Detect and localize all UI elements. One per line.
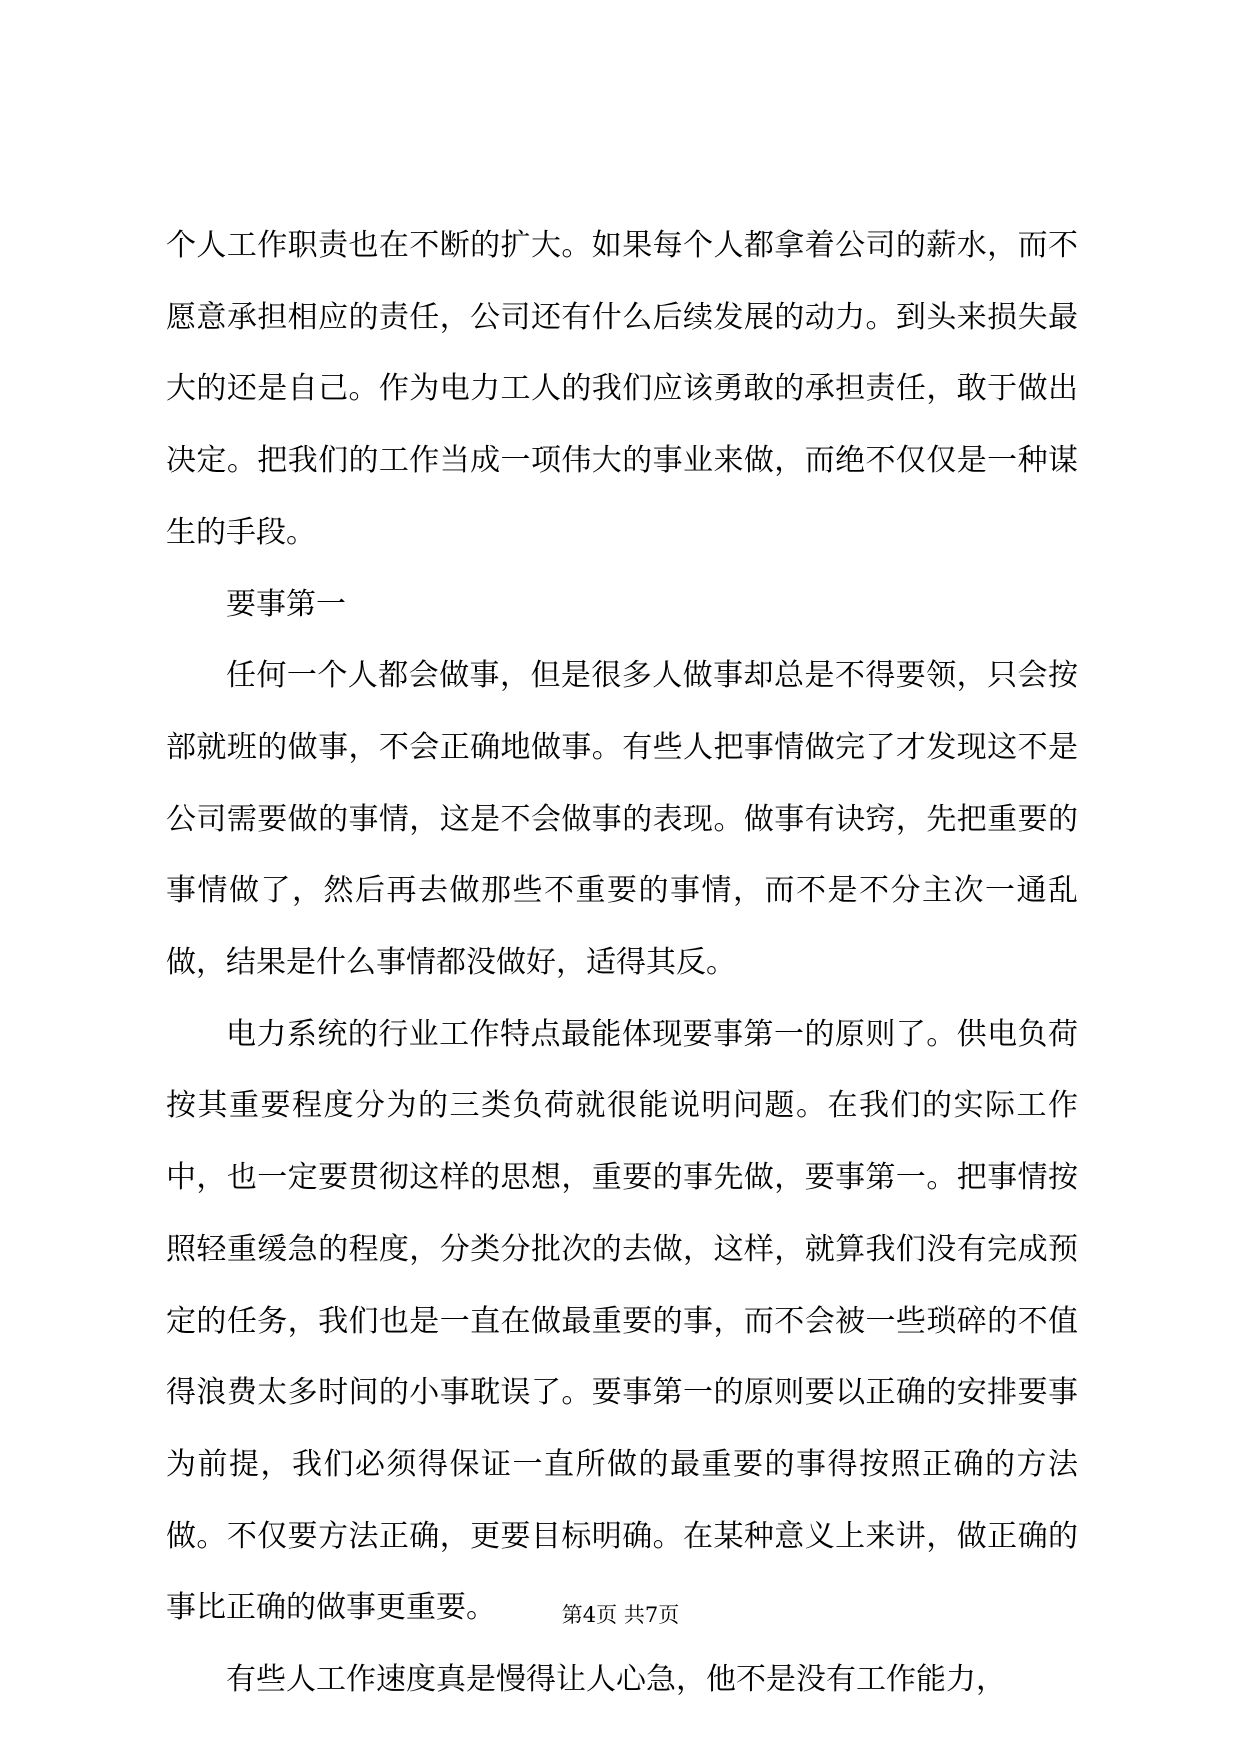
page-number: 4	[582, 1603, 597, 1627]
page-prefix: 第	[561, 1603, 583, 1627]
section-heading: 要事第一	[226, 586, 346, 622]
page-footer	[0, 1599, 1241, 1629]
paragraph: 有些人工作速度真是慢得让人心急，他不是没有工作能力，	[226, 1662, 1006, 1698]
document-body	[166, 210, 1078, 1716]
paragraph: 任何一个人都会做事，但是很多人做事却总是不得要领，只会按部就班的做事，不会正确地做事。有些人把事情做完了才发现这不是公司需要做的事情，这是不会做事的表现。做事有诀窍，先把重要的事情做了，然后再去做那些不重要的事情，而不是不分主次一通乱做，结果是什么事情都没做好，适得其反。	[166, 658, 1078, 981]
paragraph-continuation: 个人工作职责也在不断的扩大。如果每个人都拿着公司的薪水，而不愿意承担相应的责任，公司还有什么后续发展的动力。到头来损失最大的还是自己。作为电力工人的我们应该勇敢的承担责任，敢于做出决定。把我们的工作当成一项伟大的事业来做，而绝不仅仅是一种谋生的手段。	[166, 228, 1078, 550]
total-pages: 7	[644, 1603, 659, 1627]
total-prefix: 共	[623, 1603, 645, 1627]
total-unit: 页	[658, 1603, 680, 1627]
page-unit: 页	[596, 1603, 618, 1627]
paragraph: 电力系统的行业工作特点最能体现要事第一的原则了。供电负荷按其重要程度分为的三类负荷就很能说明问题。在我们的实际工作中，也一定要贯彻这样的思想，重要的事先做，要事第一。把事情按照轻重缓急的程度，分类分批次的去做，这样，就算我们没有完成预定的任务，我们也是一直在做最重要的事，而不会被一些琐碎的不值得浪费太多时间的小事耽误了。要事第一的原则要以正确的安排要事为前提，我们必须得保证一直所做的最重要的事得按照正确的方法做。不仅要方法正确，更要目标明确。在某种意义上来讲，做正确的事比正确的做事更重要。	[166, 1016, 1078, 1626]
